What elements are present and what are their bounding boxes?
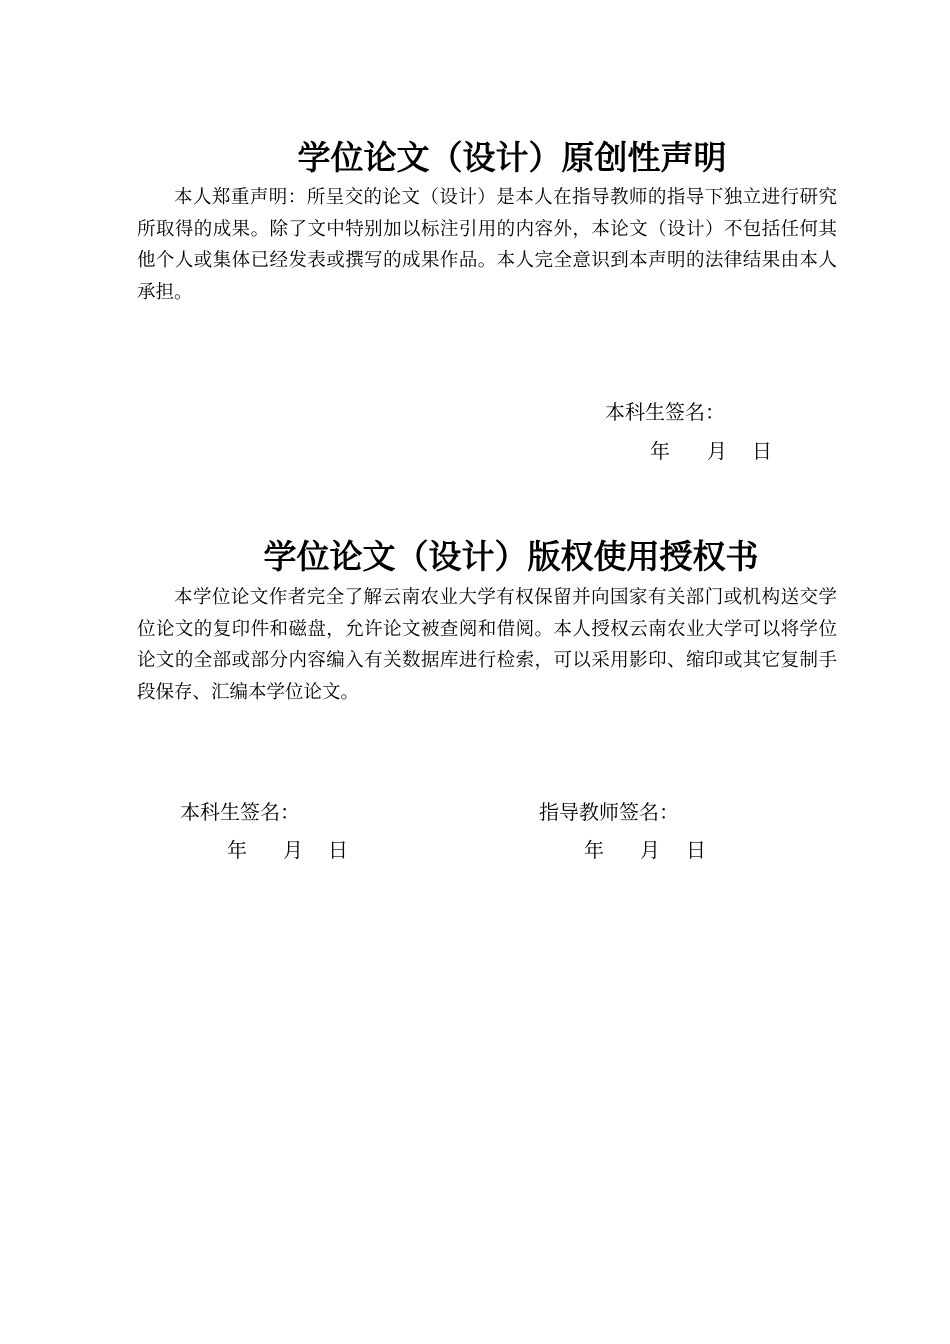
authorization-body: 本学位论文作者完全了解云南农业大学有权保留并向国家有关部门或机构送交学位论文的复印件和磁盘，允许论文被查阅和借阅。本人授权云南农业大学可以将学位论文的全部或部分内容编入有关数据库进行检索，可以采用影印、缩印或其它复制手段保存、汇编本学位论文。 [137, 587, 837, 703]
date-day: 日 [686, 838, 706, 862]
originality-signature-label: 本科生签名： [605, 400, 725, 424]
date-year: 年 [650, 439, 670, 463]
advisor-signature-label: 指导教师签名： [539, 800, 679, 824]
student-signature-label: 本科生签名： [180, 800, 300, 824]
date-day: 日 [328, 838, 348, 862]
date-day: 日 [752, 439, 772, 463]
date-month: 月 [640, 838, 660, 862]
originality-body: 本人郑重声明：所呈交的论文（设计）是本人在指导教师的指导下独立进行研究所取得的成果。除了文中特别加以标注引用的内容外，本论文（设计）不包括任何其他个人或集体已经发表或撰写的成果作品。本人完全意识到本声明的法律结果由本人承担。 [137, 187, 837, 303]
date-year: 年 [584, 838, 604, 862]
date-year: 年 [227, 838, 247, 862]
originality-title: 学位论文（设计）原创性声明 [297, 138, 727, 177]
date-month: 月 [707, 439, 727, 463]
date-month: 月 [283, 838, 303, 862]
authorization-title: 学位论文（设计）版权使用授权书 [263, 537, 759, 576]
